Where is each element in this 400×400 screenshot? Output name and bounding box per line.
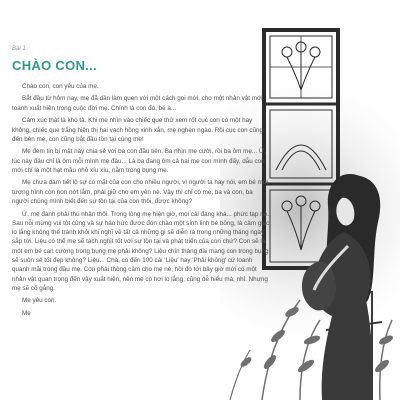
paragraph: Mẹ đem tin bí mật này chia sẻ với ba con đầu tiên. Ba nhìn mẹ cười, rồi ba ôm mẹ... Ừ, lúc này đâu chỉ là ôm mỗi mình mẹ đâu... Là ba đang ôm cả hai mẹ con mình đấy, dẫu con mới chỉ là một hạt mầu nhỏ xíu xíu, nằm trong bụng mẹ.	[12, 148, 266, 174]
letter-body	[12, 82, 270, 321]
page-title: CHÀO CON...	[12, 58, 97, 73]
signature-text: Mẹ	[22, 309, 31, 317]
lesson-label: Bài 1	[12, 46, 26, 52]
paragraph: Ừ, mẹ đành phải thú nhận thôi. Trong lòng mẹ hiện giờ, mọi cái đang khá... phức tạp nè. Sau nỗi mừng vui tột cùng và sự háo hức được đón chào một sinh linh bé bỏng, là cảm giác lo lắng không thể tránh khỏi khi nghĩ về tất cả những gì sẽ diễn ra trong những tháng ngày sắp tới. Liệu có thể mẹ sẽ tách nghịt tốt với sự tồn tại và phát triển của con chứ? Con sẽ là một em bé can cường trong bụng mẹ phải không? Liệu chín tháng dài mang con trong bụng sẽ suôn sẻ tốt đẹp không? Liệu... Chà, có đến 100 cái 'Liệu' hay 'Phải không' cứ loanh quanh mãi trong đầu mẹ. Con phải thông cảm cho mẹ nè, hồi đó tới bây giờ mới có một nhân vật quan trọng đến vậy xuất hiện, nên mẹ có hơi lo lắng, cũng dễ hiểu mà, nhỉ. Nhưng mẹ sẽ cố gắng.	[12, 210, 270, 292]
paragraph: Cảm xúc thật là khó tả. Khi mẹ nhìn vào chiếc que thử xem rốt cục con có một hay không, chiếc que trắng hiện thị hai vạch hồng xinh xắn, mẹ nghẹn ngào. Rồi cục con cũng đến bên mẹ, con cũng bắt đầu tồn tại cùng mẹ!	[12, 117, 263, 143]
paragraph: Mẹ chưa dám tiết lộ sự có mặt của con cho nhiều người, vì người ta hay nói, em bé mới tượng hình còn non nớt lắm, phải giữ cho em yên nè. Vậy thì chỉ có mẹ, ba và con, ba người chúng mình biết đến sự tồn tại của con thôi, được không?	[12, 179, 269, 206]
closing-line: Mẹ yêu con.	[22, 297, 57, 305]
paragraph: Bắt đầu từ hôm nay, mẹ đã dần làm quen với một cách gọi mới, cho một nhân vật mới toanh xuất hiện trong cuộc đời mẹ. Chính là con đó, bé à...	[12, 95, 263, 112]
paragraph: Chào con, con yêu của mẹ.	[22, 83, 99, 90]
